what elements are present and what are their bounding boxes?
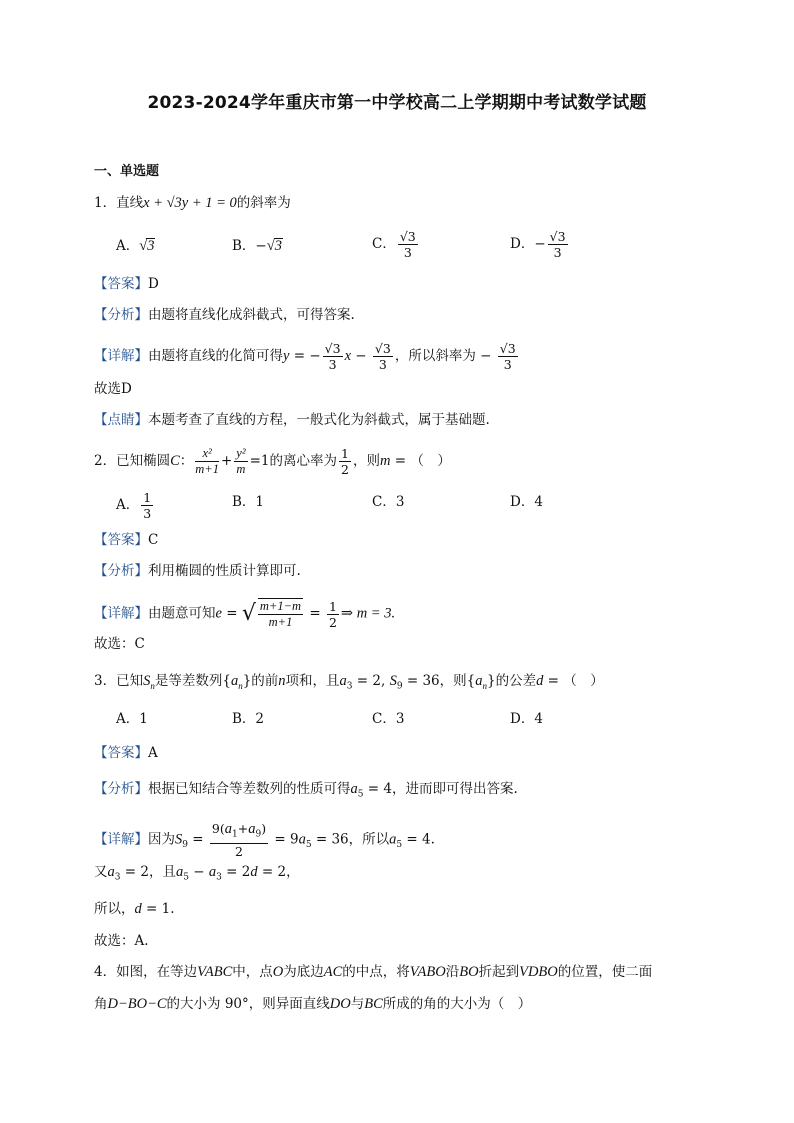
q3-option-c: C．3 <box>372 711 405 727</box>
q4-stem-line2: 角D−BO−C的大小为 90°，则异面直线DO与BC所成的角的大小为（ ） <box>94 996 532 1012</box>
q1-option-b: B．−√3 <box>232 238 282 254</box>
q1-detail: 【详解】由题将直线的化简可得y = − $\frac{√3}{3}$ x − $\frac{√3}{3}$ ，所以斜率为 − $\frac{√3}{3}$ <box>94 341 516 372</box>
q3-choose: 故选：A. <box>94 933 149 949</box>
q1-stem: 1．直线x + √3y + 1 = 0的斜率为 <box>94 195 291 211</box>
q3-line-suoyi: 所以，d = 1. <box>94 901 175 917</box>
q2-analysis: 【分析】利用椭圆的性质计算即可. <box>94 563 301 579</box>
q2-choose: 故选：C <box>94 636 145 652</box>
q1-choose: 故选D <box>94 381 132 397</box>
q3-analysis: 【分析】根据已知结合等差数列的性质可得$a_5 = 4$，进而即可得出答案. <box>94 781 518 800</box>
q3-line-you: 又$a_3 = 2$，且$a_5 - a_3 = 2d = 2$， <box>94 864 300 883</box>
section-heading: 一、单选题 <box>94 164 160 179</box>
q2-answer: 【答案】C <box>94 532 159 548</box>
q3-detail: 【详解】因为$S_9$ = $\frac{9(a_1+a_9)}{2}$ = $9a_5 = 36$，所以$a_5 = 4$. <box>94 821 435 859</box>
q3-stem: 3．已知$S_n$是等差数列$\{a_n\}$的前n项和，且$a_3 = 2$, $S_9 = 36$，则$\{a_n\}$的公差d = （ ） <box>94 673 604 692</box>
q2-detail: 【详解】由题意可知e = √ $\frac{m+1-m}{m+1}$ = $\frac{1}{2}$ ⇒ m = 3. <box>94 598 396 630</box>
q2-option-b: B．1 <box>232 494 265 510</box>
q1-option-d: D．− $\frac{√3}{3}$ <box>510 229 566 260</box>
q1-comment: 【点睛】本题考查了直线的方程，一般式化为斜截式，属于基础题. <box>94 412 490 428</box>
page-title: 2023-2024学年重庆市第一中学校高二上学期期中考试数学试题 <box>147 93 647 113</box>
q2-option-c: C．3 <box>372 494 405 510</box>
q3-option-d: D．4 <box>510 711 543 727</box>
q2-option-d: D．4 <box>510 494 543 510</box>
q2-stem: 2．已知椭圆C： $\frac{\text{x²}}{m+1}$ + $\frac{\text{y²}}{m}$ =1的离心率为 $\frac{1}{2}$ ，则m = （ ） <box>94 446 451 477</box>
q3-option-a: A．1 <box>116 711 148 727</box>
q1-option-a: A．√3 <box>116 238 155 254</box>
q4-stem-line1: 4．如图，在等边VABC中，点O为底边AC的中点，将VABO沿BO折起到VDBO的位置，使二面 <box>94 964 653 980</box>
q1-option-c: C． $\frac{√3}{3}$ <box>372 229 416 260</box>
q3-option-b: B．2 <box>232 711 265 727</box>
q1-answer: 【答案】D <box>94 276 159 292</box>
q3-answer: 【答案】A <box>94 745 158 761</box>
q2-option-a: A． $\frac{1}{3}$ <box>116 490 152 521</box>
q1-analysis: 【分析】由题将直线化成斜截式，可得答案. <box>94 307 355 323</box>
